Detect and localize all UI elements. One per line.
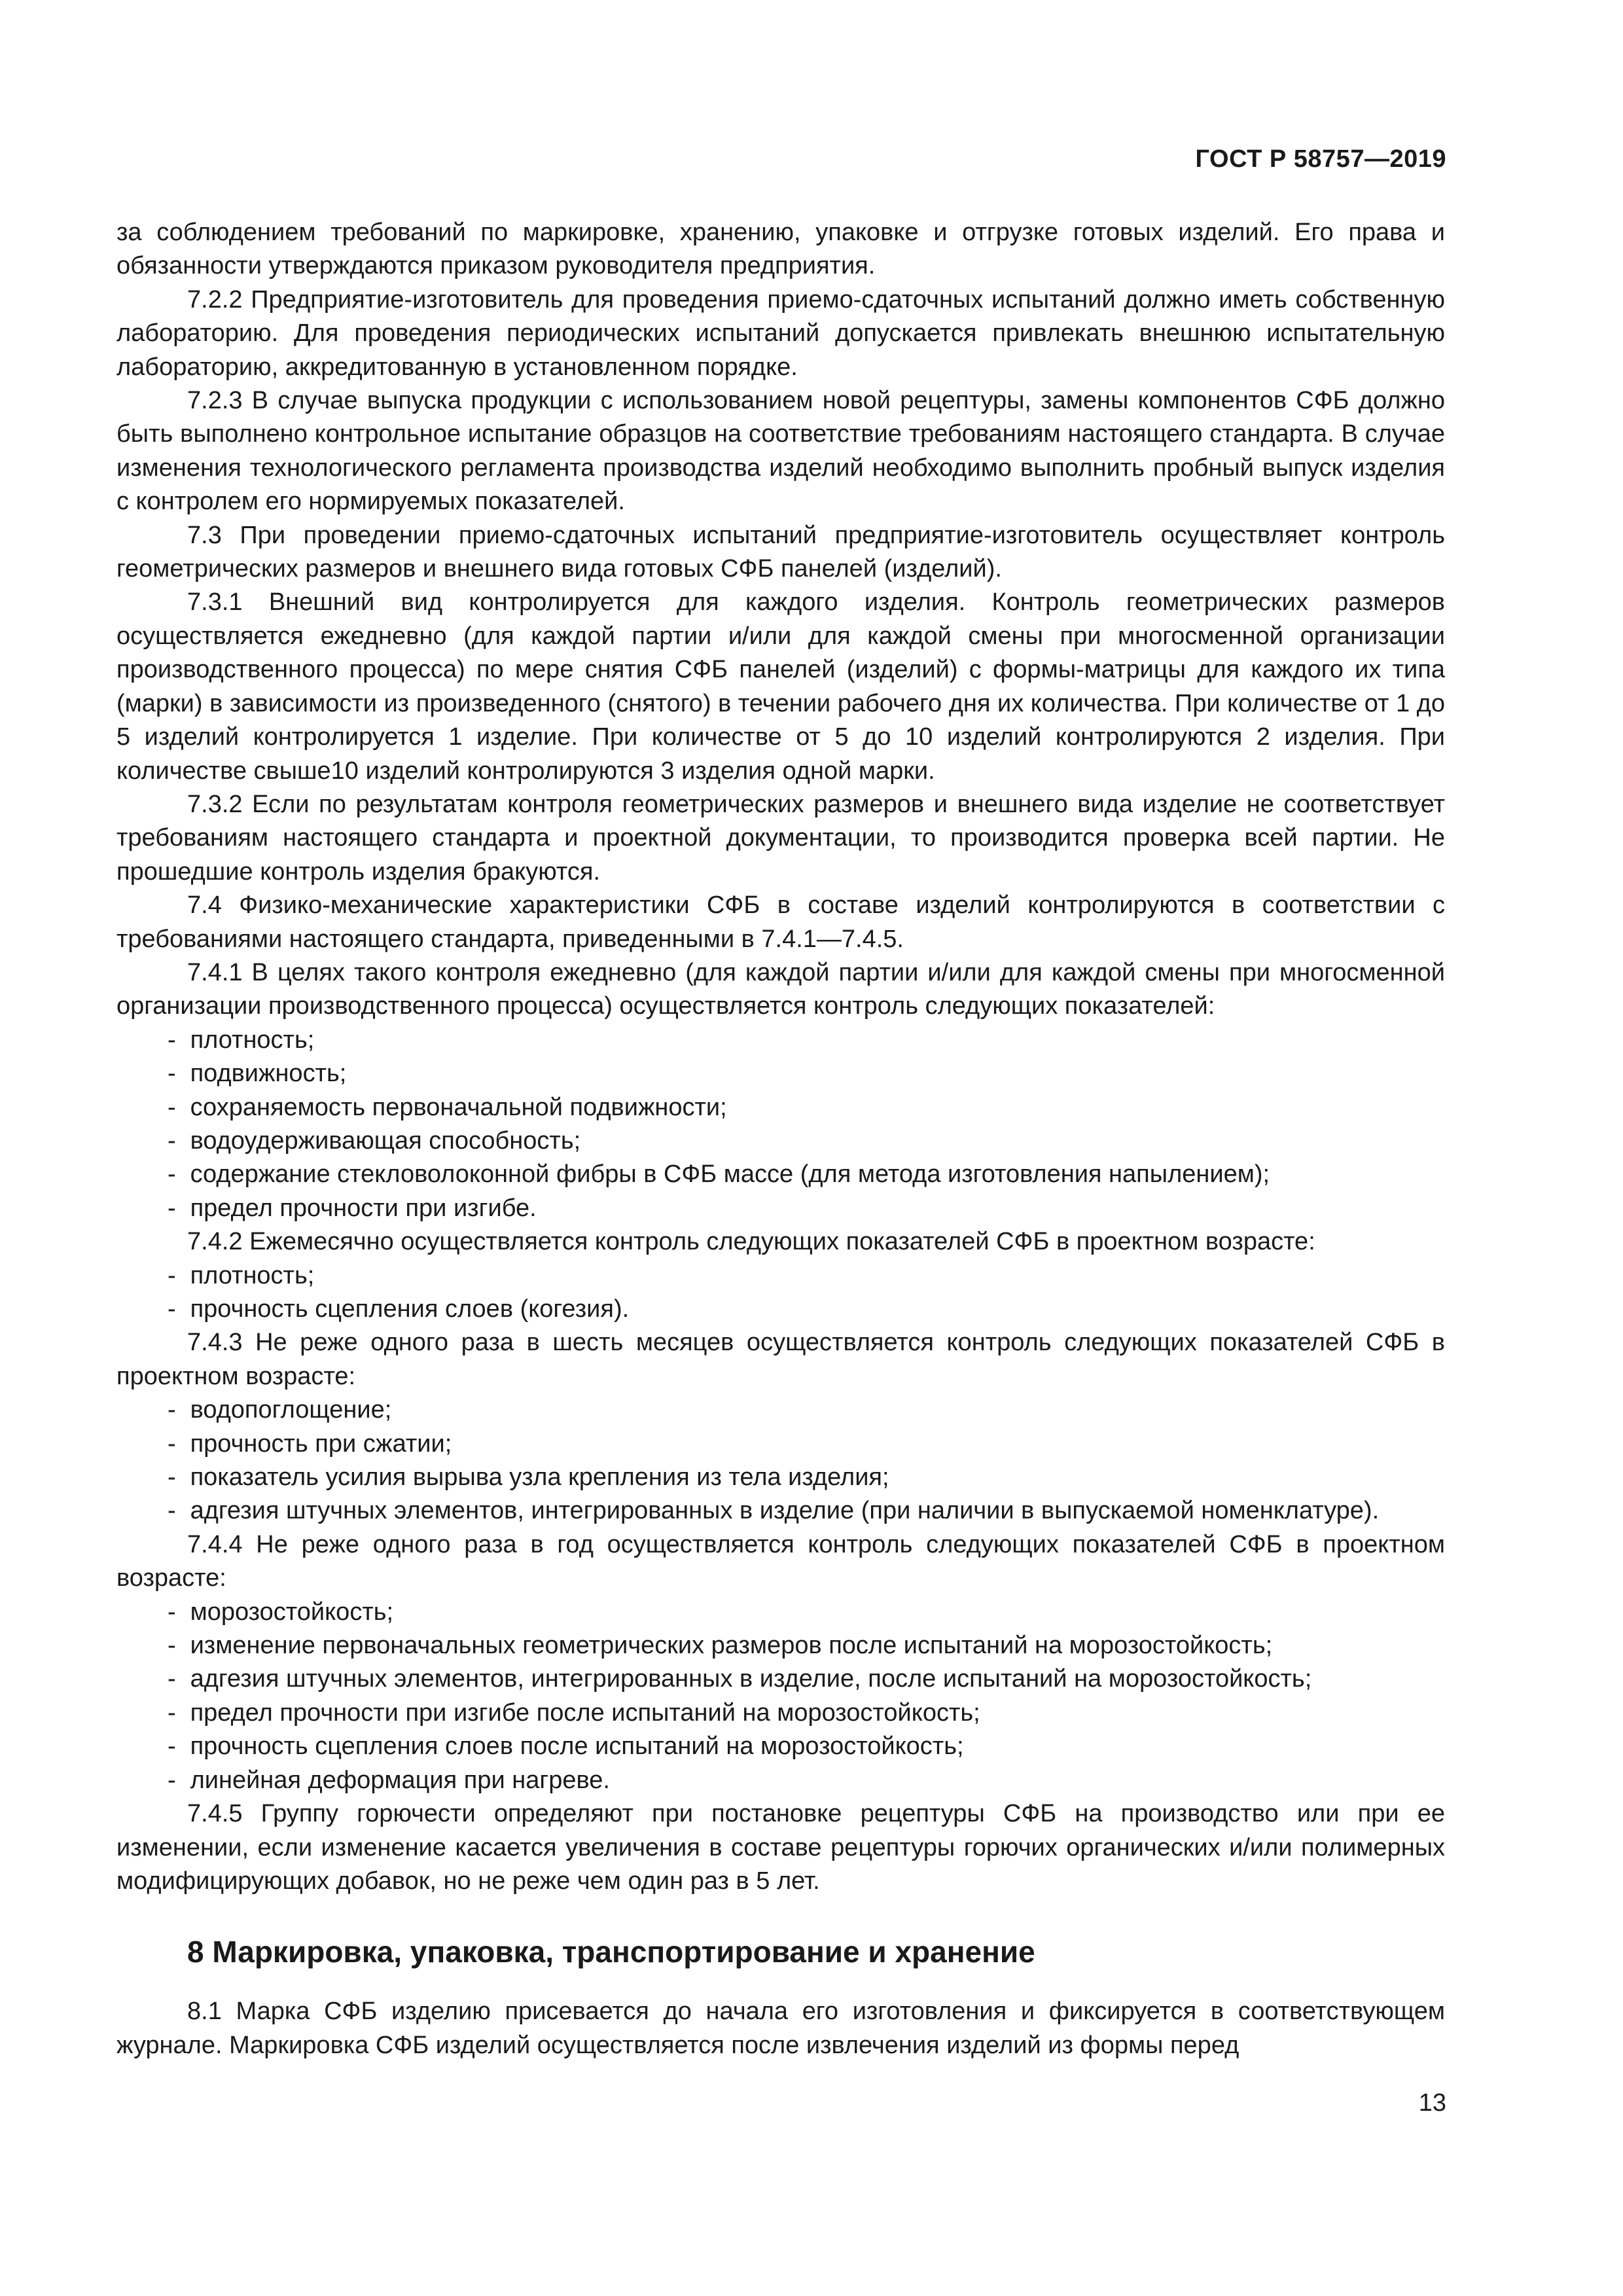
paragraph-7-2-3: 7.2.3 В случае выпуска продукции с использованием новой рецептуры, замены компонентов СФБ должно быть выполнено контрольное испытание образцов на соответствие требованиям настоящего стандарта. В случае изменения технологического регламента производства изделий необходимо выполнить пробный выпуск изделия с контролем его нормируемых показателей. bbox=[116, 387, 1445, 516]
list-dash: - bbox=[168, 1261, 176, 1289]
list-dash: - bbox=[168, 1732, 176, 1761]
list-dash: - bbox=[168, 1093, 176, 1121]
list-item: - прочность сцепления слоев (когезия). bbox=[116, 1293, 1445, 1326]
paragraph-7-4: 7.4 Физико-механические характеристики СФБ в составе изделий контролируются в соответствии с требованиями настоящего стандарта, приведенными в 7.4.1—7.4.5. bbox=[116, 891, 1445, 953]
paragraph-7-3: 7.3 При проведении приемо-сдаточных испытаний предприятие-изготовитель осуществляет контроль геометрических размеров и внешнего вида готовых СФБ панелей (изделий). bbox=[116, 521, 1445, 583]
list-dash: - bbox=[168, 1497, 176, 1525]
list-dash: - bbox=[168, 1396, 176, 1424]
paragraph-7-4-5: 7.4.5 Группу горючести определяют при постановке рецептуры СФБ на производство или при ее изменении, если изменение касается увеличения в составе рецептуры горючих органических и/или полимерных модифицирующих добавок, но не реже чем один раз в 5 лет. bbox=[116, 1800, 1445, 1895]
list-item: - содержание стекловолоконной фибры в СФБ массе (для метода изготовления напылением); bbox=[116, 1158, 1445, 1191]
list-item: - подвижность; bbox=[116, 1057, 1445, 1090]
list-dash: - bbox=[168, 1698, 176, 1727]
page-number: 13 bbox=[1418, 2089, 1446, 2117]
paragraph-8-1: 8.1 Марка СФБ изделию присевается до начала его изготовления и фиксируется в соответствующем журнале. Маркировка СФБ изделий осуществляется после извлечения изделий из формы перед bbox=[116, 1998, 1445, 2059]
list-semiannual-indicators bbox=[116, 1393, 1445, 1528]
list-dash: - bbox=[168, 1295, 176, 1323]
list-item: - плотность; bbox=[116, 1259, 1445, 1293]
section-8-heading: 8 Маркировка, упаковка, транспортирование и хранение bbox=[187, 1935, 1035, 1969]
list-dash: - bbox=[168, 1766, 176, 1794]
list-dash: - bbox=[168, 1126, 176, 1155]
list-item: - водопоглощение; bbox=[116, 1393, 1445, 1427]
list-dash: - bbox=[168, 1160, 176, 1189]
document-code-header: ГОСТ Р 58757—2019 bbox=[1195, 145, 1446, 173]
list-dash: - bbox=[168, 1429, 176, 1458]
paragraph-7-4-1: 7.4.1 В целях такого контроля ежедневно (для каждой партии и/или для каждой смены при многосменной организации производственного процесса) осуществляется контроль следующих показателей: bbox=[116, 958, 1445, 1020]
list-annual-indicators bbox=[116, 1596, 1445, 1797]
list-item: - линейная деформация при нагреве. bbox=[116, 1764, 1445, 1797]
paragraph-7-4-4: 7.4.4 Не реже одного раза в год осуществляется контроль следующих показателей СФБ в проектном возрасте: bbox=[116, 1530, 1445, 1592]
list-dash: - bbox=[168, 1194, 176, 1222]
list-daily-indicators bbox=[116, 1024, 1445, 1225]
paragraph-7-4-3: 7.4.3 Не реже одного раза в шесть месяцев осуществляется контроль следующих показателей СФБ в проектном возрасте: bbox=[116, 1329, 1445, 1390]
list-dash: - bbox=[168, 1026, 176, 1054]
list-dash: - bbox=[168, 1463, 176, 1492]
paragraph-7-3-2: 7.3.2 Если по результатам контроля геометрических размеров и внешнего вида изделие не соответствует требованиям настоящего стандарта и проектной документации, то производится проверка всей партии. Не прошедшие контроль изделия бракуются. bbox=[116, 790, 1445, 886]
list-item: - прочность при сжатии; bbox=[116, 1427, 1445, 1461]
list-item: - морозостойкость; bbox=[116, 1596, 1445, 1629]
list-dash: - bbox=[168, 1665, 176, 1693]
list-item: - изменение первоначальных геометрических размеров после испытаний на морозостойкость; bbox=[116, 1629, 1445, 1662]
list-monthly-indicators bbox=[116, 1259, 1445, 1327]
list-item: - предел прочности при изгибе после испытаний на морозостойкость; bbox=[116, 1696, 1445, 1730]
paragraph-7-2-2: 7.2.2 Предприятие-изготовитель для проведения приемо-сдаточных испытаний должно иметь собственную лабораторию. Для проведения периодических испытаний допускается привлекать внешнюю испытательную лабораторию, аккредитованную в установленном порядке. bbox=[116, 285, 1445, 381]
paragraph-continuation: за соблюдением требований по маркировке, хранению, упаковке и отгрузке готовых изделий. Его права и обязанности утверждаются приказом руководителя предприятия. bbox=[116, 219, 1445, 280]
document-body bbox=[116, 216, 1445, 2062]
list-item: - показатель усилия вырыва узла крепления из тела изделия; bbox=[116, 1461, 1445, 1494]
list-item: - плотность; bbox=[116, 1024, 1445, 1057]
paragraph-7-3-1: 7.3.1 Внешний вид контролируется для каждого изделия. Контроль геометрических размеров осуществляется ежедневно (для каждой партии и/или для каждой смены при многосменной организации производственного процесса) по мере снятия СФБ панелей (изделий) с формы-матрицы для каждого их типа (марки) в зависимости из произведенного (снятого) в течении рабочего дня их количества. При количестве от 1 до 5 изделий контролируется 1 изделие. При количестве от 5 до 10 изделий контролируются 2 изделия. При количестве свыше10 изделий контролируются 3 изделия одной марки. bbox=[116, 588, 1445, 785]
list-dash: - bbox=[168, 1060, 176, 1088]
list-item: - сохраняемость первоначальной подвижности; bbox=[116, 1091, 1445, 1124]
list-item: - адгезия штучных элементов, интегрированных в изделие (при наличии в выпускаемой номенклатуре). bbox=[116, 1494, 1445, 1528]
list-dash: - bbox=[168, 1632, 176, 1660]
list-item: - водоудерживающая способность; bbox=[116, 1124, 1445, 1158]
list-dash: - bbox=[168, 1598, 176, 1626]
list-item: - предел прочности при изгибе. bbox=[116, 1192, 1445, 1225]
paragraph-7-4-2: 7.4.2 Ежемесячно осуществляется контроль следующих показателей СФБ в проектном возрасте: bbox=[187, 1228, 1315, 1256]
list-item: - адгезия штучных элементов, интегрированных в изделие, после испытаний на морозостойкость; bbox=[116, 1662, 1445, 1696]
list-item: - прочность сцепления слоев после испытаний на морозостойкость; bbox=[116, 1730, 1445, 1763]
